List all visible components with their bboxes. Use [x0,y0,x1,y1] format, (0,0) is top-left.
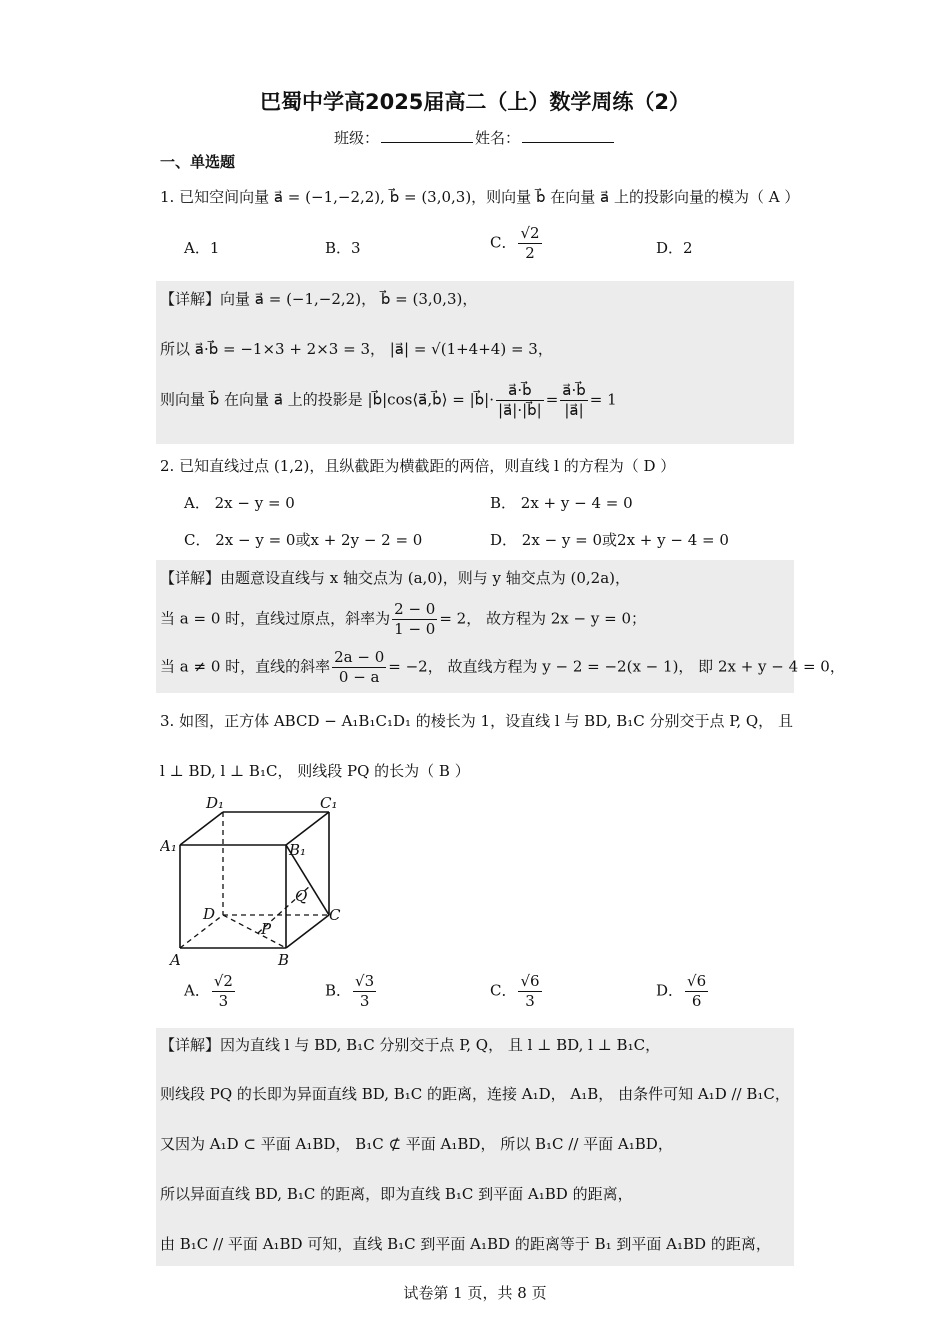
student-info [0,127,950,148]
q3-option-d-num: √6 [687,972,707,990]
hidden-segment-b-d [223,915,286,948]
q1-option-c-den: 2 [525,243,535,262]
label-a1: A₁ [160,837,177,855]
q1-detail-line-2: 所以 a⃗·b⃗ = −1×3 + 2×3 = 3， |a⃗| = √(1+4+4) = 3， [160,340,553,358]
page-title: 巴蜀中学高2025届高二（上）数学周练（2） [259,90,691,114]
q3-option-a-fraction [212,972,235,1011]
q2-option-b: B． 2x + y − 4 = 0 [490,494,633,512]
q1-stem: 1. 已知空间向量 a⃗ = (−1,−2,2), b⃗ = (3,0,3)，则向量 b⃗ 在向量 a⃗ 上的投影向量的模为（ A ） [160,188,800,206]
q3-option-a-num: √2 [213,972,233,990]
label-d: D [203,905,216,923]
q2-frac1-den: 1 − 0 [394,619,436,638]
q3-option-c [490,972,544,1011]
q3-option-b-label: B． [325,981,352,1000]
q3-option-d-label: D． [656,981,684,1000]
q3-option-d-fraction [685,972,708,1011]
q3-option-b-den: 3 [359,991,370,1010]
class-blank [381,128,473,143]
q3-stem-line-2: l ⊥ BD, l ⊥ B₁C， 则线段 PQ 的长为（ B ） [160,762,470,780]
class-label: 班级： [333,129,379,147]
label-p: P [261,920,272,938]
q3-option-a-label: A． [184,981,210,1000]
q3-option-b [325,972,378,1011]
label-c1: C₁ [320,794,338,812]
q3-detail-line-3: 又因为 A₁D ⊂ 平面 A₁BD， B₁C ⊄ 平面 A₁BD， 所以 B₁C // 平面 A₁BD， [160,1135,673,1153]
q2-slope-fraction-1 [392,600,437,639]
q2-frac1-num: 2 − 0 [394,600,436,618]
label-c: C [329,906,341,924]
q2-detail-2-suffix: = 2， 故方程为 2x − y = 0； [439,609,646,628]
q1-projection-result: = 1 [589,390,617,409]
section-heading: 一、单选题 [160,153,236,171]
q1-projection-fraction-2 [560,381,587,420]
q1-option-c-fraction [518,224,541,263]
q3-option-a-den: 3 [218,991,229,1010]
q1-frac1-num: a⃗·b⃗ [496,381,544,401]
q3-detail-line-5: 由 B₁C // 平面 A₁BD 可知，直线 B₁C 到平面 A₁BD 的距离等于 B₁ 到平面 A₁BD 的距离， [160,1235,771,1253]
q3-option-c-num: √6 [520,972,540,990]
q2-detail-line-3 [160,648,845,687]
q1-detail-line-1: 【详解】向量 a⃗ = (−1,−2,2)， b⃗ = (3,0,3)， [160,290,478,308]
q1-projection-fraction-1 [496,381,544,420]
q2-slope-fraction-2 [332,648,386,687]
q1-frac1-den: |a⃗|·|b⃗| [498,400,542,419]
q3-option-a [184,972,237,1011]
q3-option-c-den: 3 [525,991,535,1010]
q2-detail-line-1: 【详解】由题意设直线与 x 轴交点为 (a,0)，则与 y 轴交点为 (0,2a)， [160,569,631,587]
q1-option-c-num: √2 [520,224,540,242]
label-b: B [278,951,290,969]
q1-option-c [490,224,544,263]
name-label: 姓名： [475,129,521,147]
q3-option-b-num: √3 [355,972,375,990]
q2-detail-line-2 [160,600,646,639]
edge-a1-d1 [180,812,223,845]
q1-equals: = [545,390,559,409]
q1-frac2-den: |a⃗| [564,400,584,419]
label-q: Q [295,887,308,905]
cube-figure [160,788,360,973]
q3-stem-line-1: 3. 如图，正方体 ABCD − A₁B₁C₁D₁ 的棱长为 1，设直线 l 与 BD, B₁C 分别交于点 P, Q， 且 [160,712,793,730]
hidden-edge-a-d [180,915,223,948]
q2-option-c: C． 2x − y = 0或x + 2y − 2 = 0 [184,531,423,549]
label-d1: D₁ [206,794,225,812]
q3-option-c-fraction [518,972,541,1011]
q2-detail-3-prefix: 当 a ≠ 0 时，直线的斜率 [160,657,331,676]
q2-option-d: D． 2x − y = 0或2x + y − 4 = 0 [490,531,729,549]
q1-detail-line-3 [160,381,617,420]
q2-option-a: A． 2x − y = 0 [184,494,295,512]
q2-frac2-num: 2a − 0 [334,648,385,666]
q3-detail-line-4: 所以异面直线 BD, B₁C 的距离，即为直线 B₁C 到平面 A₁BD 的距离， [160,1185,633,1203]
q1-option-c-label: C． [490,233,517,252]
q3-option-c-label: C． [490,981,517,1000]
label-a: A [170,951,181,969]
q1-option-b: B．3 [325,239,361,257]
page-footer: 试卷第 1 页，共 8 页 [403,1284,547,1302]
q1-projection-prefix: 则向量 b⃗ 在向量 a⃗ 上的投影是 |b⃗|cos⟨a⃗,b⃗⟩ = |b⃗|· [160,390,495,409]
q3-option-d [656,972,710,1011]
q1-option-d: D．2 [656,239,693,257]
q2-detail-2-prefix: 当 a = 0 时，直线过原点，斜率为 [160,609,391,628]
edge-b-c [286,915,329,948]
q3-option-d-den: 6 [691,991,702,1010]
q2-detail-3-suffix: = −2， 故直线方程为 y − 2 = −2(x − 1)， 即 2x + y − 4 = 0， [388,657,845,676]
q3-option-b-fraction [353,972,376,1011]
q1-option-a: A．1 [184,239,220,257]
q3-detail-line-1: 【详解】因为直线 l 与 BD, B₁C 分别交于点 P, Q， 且 l ⊥ BD, l ⊥ B₁C， [160,1036,661,1054]
label-b1: B₁ [289,841,307,859]
q2-frac2-den: 0 − a [338,667,380,686]
q1-frac2-num: a⃗·b⃗ [562,381,586,399]
q2-stem: 2. 已知直线过点 (1,2)，且纵截距为横截距的两倍，则直线 l 的方程为（ D ） [160,457,676,475]
name-blank [522,128,614,143]
q3-detail-line-2: 则线段 PQ 的长即为异面直线 BD, B₁C 的距离，连接 A₁D， A₁B， 由条件可知 A₁D // B₁C， [160,1085,790,1103]
